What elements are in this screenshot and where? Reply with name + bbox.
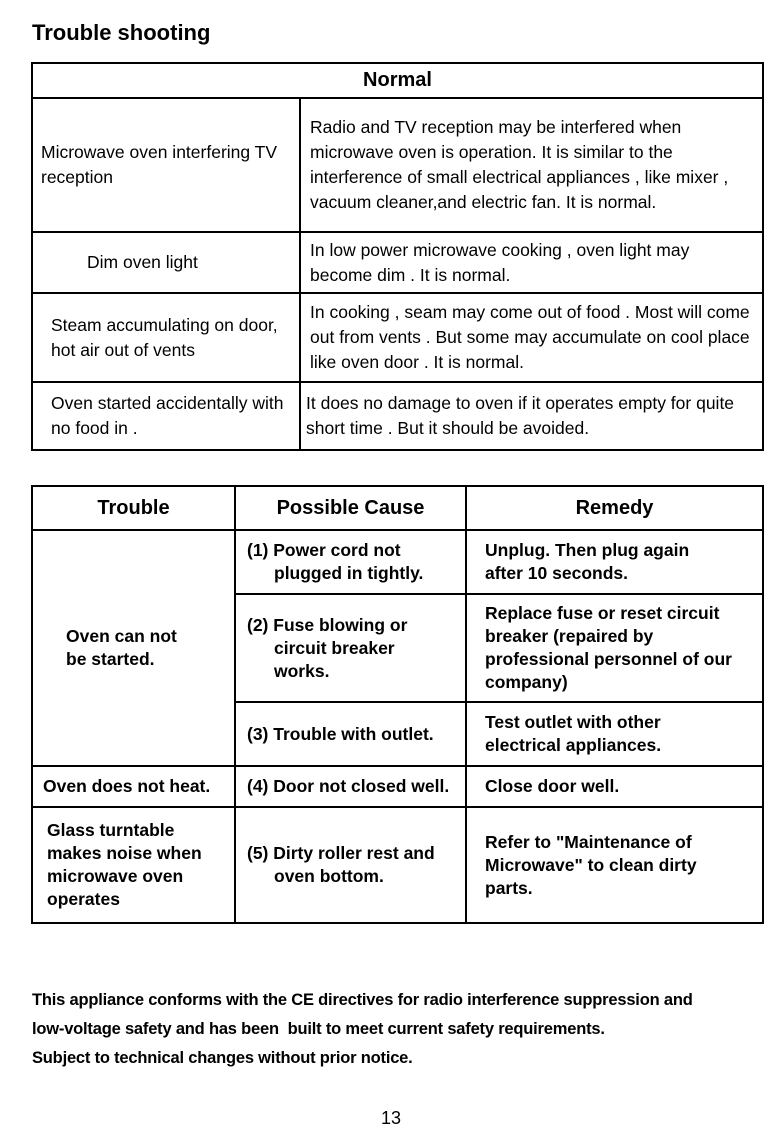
remedy-text: Refer to "Maintenance of Microwave" to clean dirty parts. — [485, 831, 697, 898]
trouble-text: Glass turntable makes noise when microwave oven operates — [47, 820, 202, 909]
explanation-cell — [300, 382, 763, 450]
remedy-cell — [466, 530, 763, 594]
cause-text: (2) Fuse blowing or circuit breaker works. — [247, 614, 408, 681]
remedy-text: Unplug. Then plug again after 10 seconds. — [485, 540, 690, 583]
trouble-header: Trouble — [32, 486, 235, 530]
remedy-text: Replace fuse or reset circuit breaker (repaired by professional personnel of our company) — [485, 603, 732, 692]
cause-text: (1) Power cord not plugged in tightly. — [247, 540, 424, 583]
cause-cell — [235, 766, 466, 807]
normal-header: Normal — [32, 63, 763, 98]
remedy-header: Remedy — [466, 486, 763, 530]
notice-line: low-voltage safety and has been built to meet current safety requirements. — [32, 1020, 605, 1038]
notice-line: This appliance conforms with the CE directives for radio interference suppression and — [32, 991, 693, 1009]
compliance-notice — [32, 986, 762, 1073]
trouble-table — [31, 485, 764, 924]
trouble-cell — [32, 530, 235, 766]
remedy-cell — [466, 766, 763, 807]
page-title: Trouble shooting — [32, 20, 211, 45]
condition-cell — [32, 293, 300, 382]
page-number: 13 — [380, 1108, 402, 1128]
cause-cell — [235, 530, 466, 594]
explanation-cell — [300, 293, 763, 382]
cause-cell — [235, 594, 466, 702]
explanation-text: In low power microwave cooking , oven light may become dim . It is normal. — [310, 239, 690, 285]
cause-text: (5) Dirty roller rest and oven bottom. — [247, 843, 435, 886]
table-row — [32, 382, 763, 450]
remedy-cell — [466, 594, 763, 702]
condition-text: Steam accumulating on door, hot air out of vents — [51, 314, 278, 360]
cause-text: (4) Door not closed well. — [247, 776, 450, 796]
table-row — [32, 98, 763, 232]
explanation-text: In cooking , seam may come out of food . Most will come out from vents . But some may accumulate on cool place like oven door . It is normal. — [310, 302, 750, 372]
table-row — [32, 807, 763, 923]
cause-cell — [235, 807, 466, 923]
normal-table — [31, 62, 764, 451]
explanation-cell — [300, 232, 763, 293]
trouble-text: Oven does not heat. — [43, 776, 211, 796]
remedy-text: Close door well. — [485, 776, 620, 796]
remedy-cell — [466, 807, 763, 923]
condition-text: Dim oven light — [87, 252, 198, 272]
table-row — [32, 293, 763, 382]
remedy-cell — [466, 702, 763, 766]
trouble-cell — [32, 766, 235, 807]
explanation-cell — [300, 98, 763, 232]
condition-cell — [32, 382, 300, 450]
table-row — [32, 232, 763, 293]
explanation-text: It does no damage to oven if it operates empty for quite short time . But it should be avoided. — [306, 393, 735, 438]
cause-cell — [235, 702, 466, 766]
condition-text: Microwave oven interfering TV reception — [41, 142, 278, 187]
condition-text: Oven started accidentally with no food in . — [51, 393, 284, 438]
explanation-text: Radio and TV reception may be interfered when microwave oven is operation. It is similar to the interference of small electrical appliances , like mixer , vacuum cleaner,and electric fan. It is normal. — [310, 117, 729, 212]
condition-cell — [32, 232, 300, 293]
table-row — [32, 766, 763, 807]
trouble-text: Oven can not be started. — [66, 626, 177, 669]
remedy-text: Test outlet with other electrical appliances. — [485, 712, 662, 755]
condition-cell — [32, 98, 300, 232]
cause-header: Possible Cause — [235, 486, 466, 530]
trouble-cell — [32, 807, 235, 923]
notice-line: Subject to technical changes without prior notice. — [32, 1049, 413, 1067]
cause-text: (3) Trouble with outlet. — [247, 723, 434, 744]
table-row — [32, 530, 763, 594]
